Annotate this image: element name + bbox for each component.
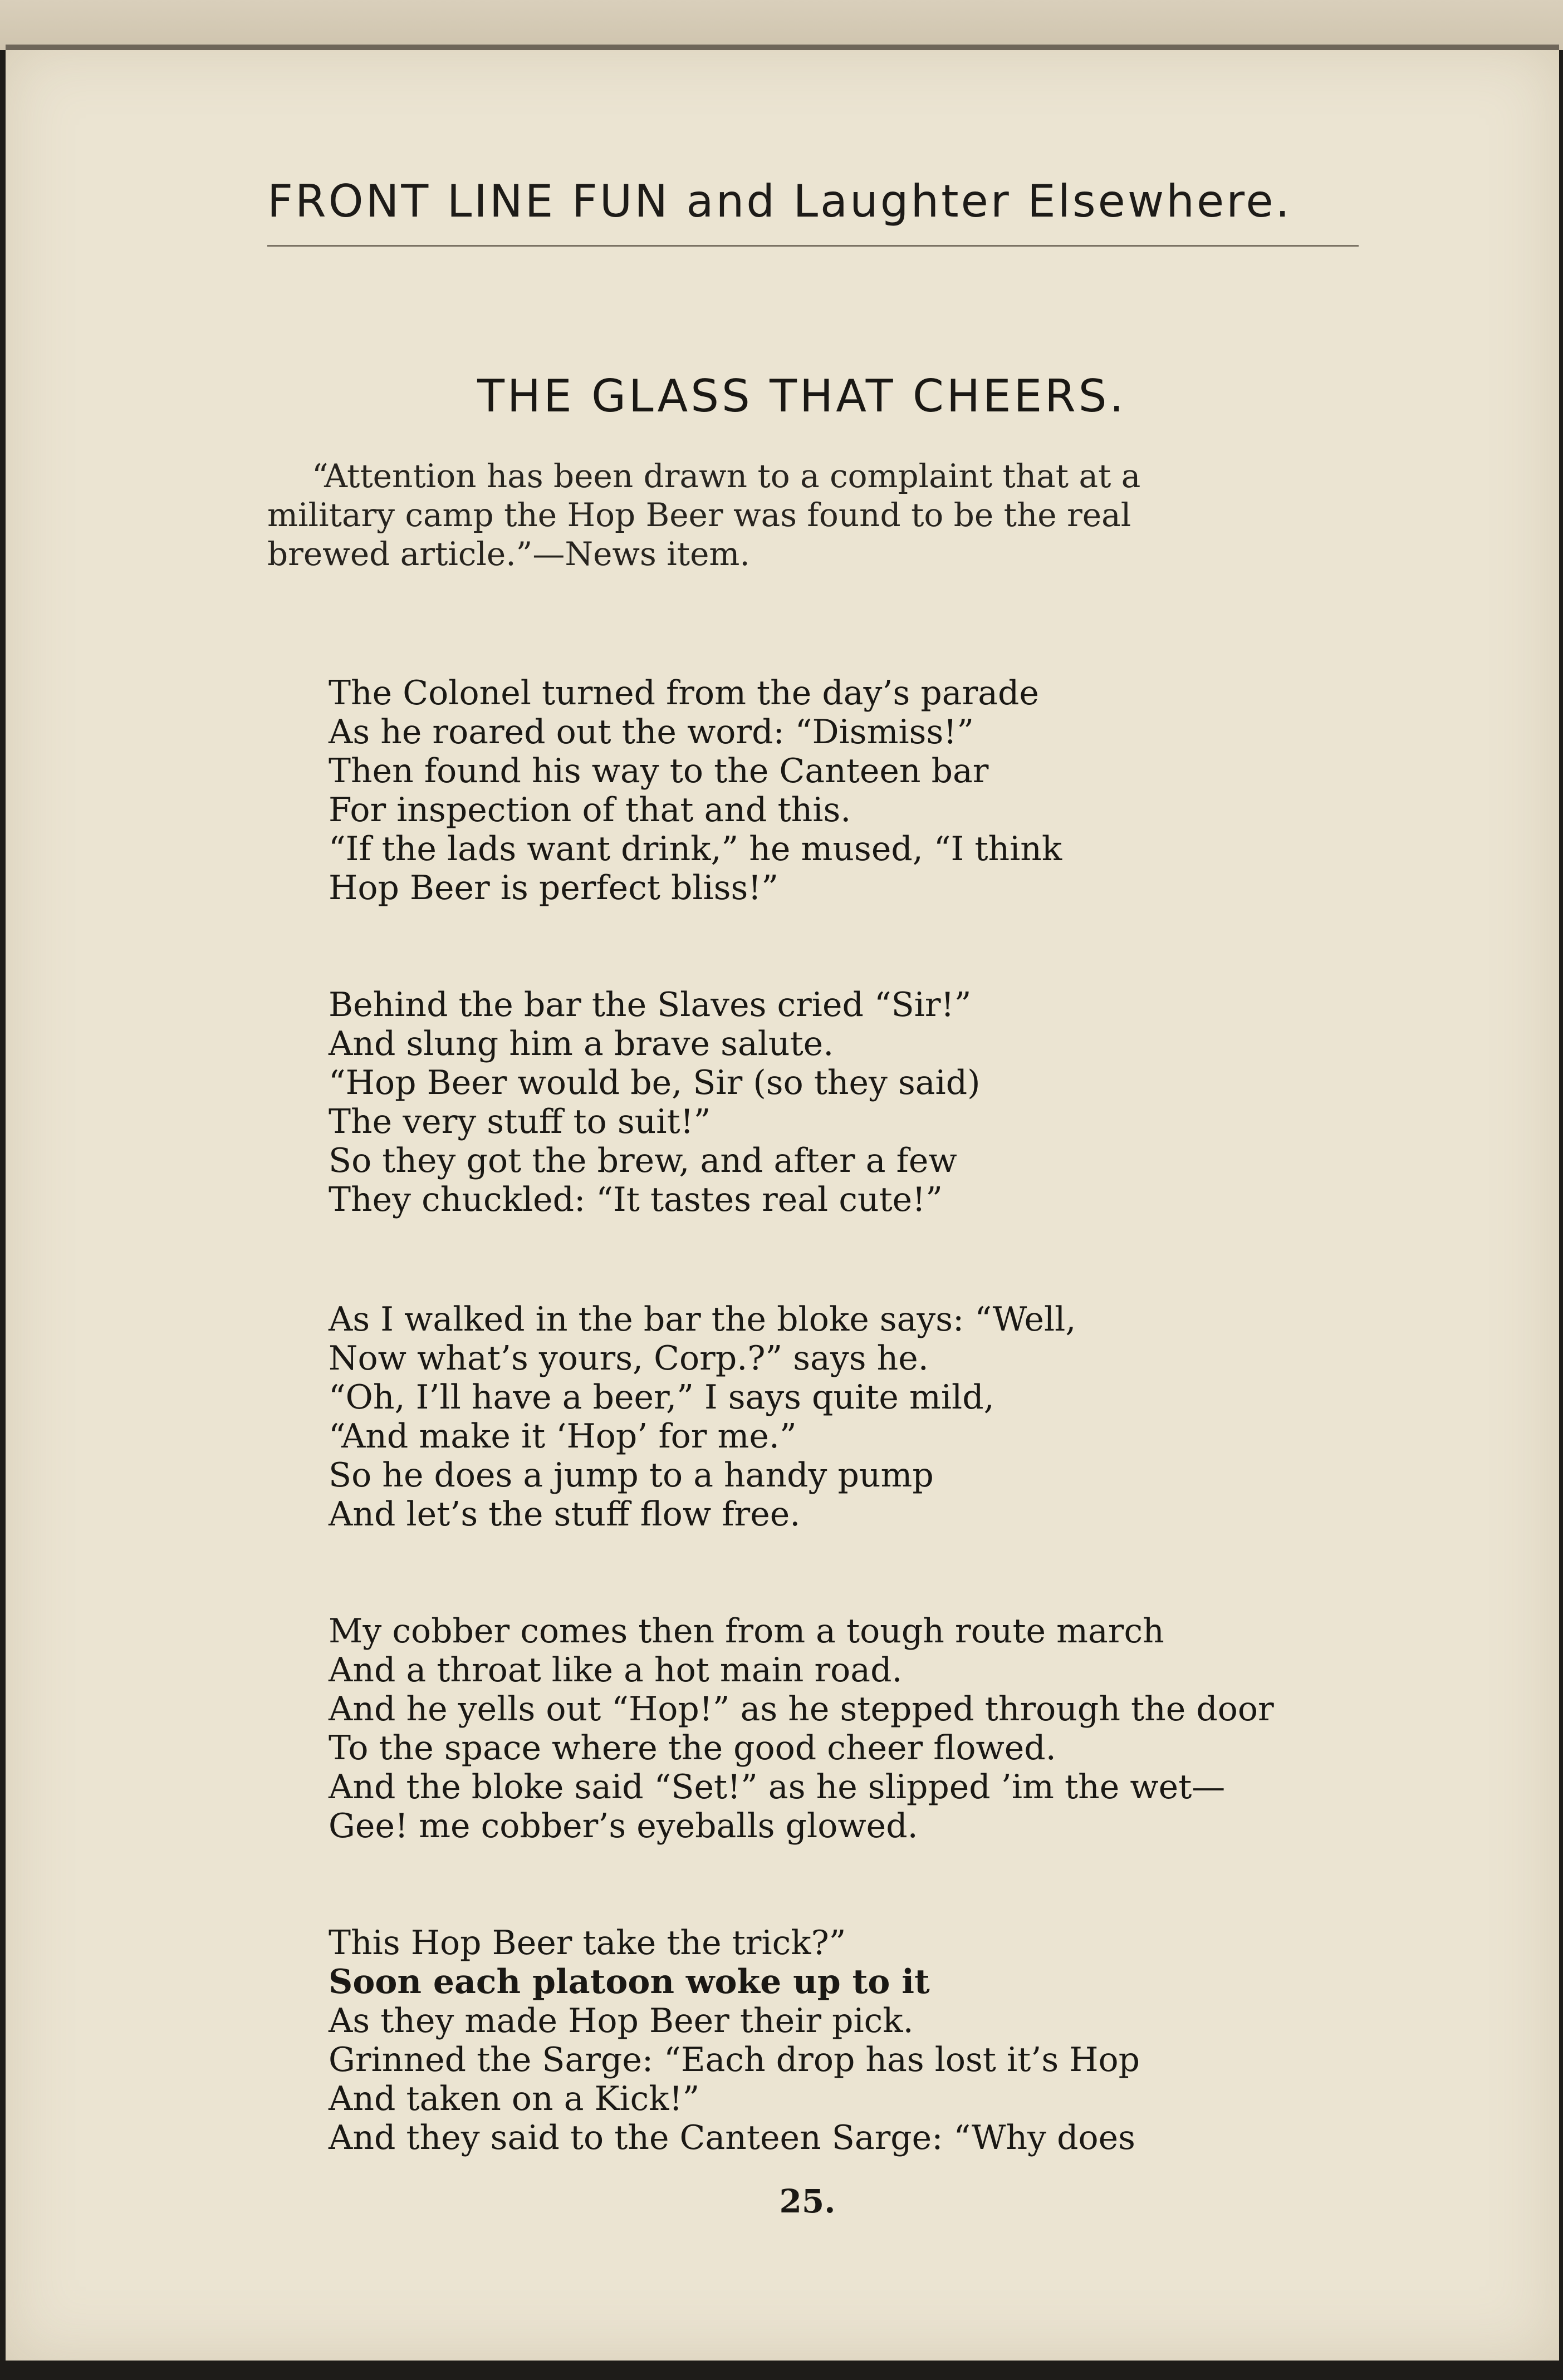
page-top-edge: [6, 45, 1559, 50]
verse-line: As I walked in the bar the bloke says: “Well,: [329, 1300, 1076, 1339]
epigraph: [267, 457, 1386, 573]
header-divider: [267, 245, 1359, 247]
scan-background: [0, 0, 1563, 50]
epigraph-line: military camp the Hop Beer was found to be the real: [267, 496, 1131, 534]
verse-line: For inspection of that and this.: [329, 791, 851, 830]
verse-line: As he roared out the word: “Dismiss!”: [329, 713, 974, 752]
verse-line: This Hop Beer take the trick?”: [329, 1923, 846, 1962]
page-number: 25.: [779, 2182, 836, 2220]
verse-line: Now what’s yours, Corp.?” says he.: [329, 1339, 929, 1378]
stanza-5: [329, 1923, 1414, 2157]
verse-line: Then found his way to the Canteen bar: [329, 752, 989, 791]
verse-line: And let’s the stuff flow free.: [329, 1495, 801, 1534]
verse-line: And taken on a Kick!”: [329, 2079, 700, 2118]
verse-line: To the space where the good cheer flowed.: [329, 1729, 1056, 1768]
stanza-3: [329, 1300, 1414, 1534]
verse-line: Soon each platoon woke up to it: [329, 1962, 930, 2001]
verse-line: And they said to the Canteen Sarge: “Why does: [329, 2118, 1135, 2157]
running-header: FRONT LINE FUN and Laughter Elsewhere.: [267, 175, 1292, 227]
verse-line: And a throat like a hot main road.: [329, 1651, 903, 1690]
verse-line: Hop Beer is perfect bliss!”: [329, 868, 779, 907]
verse-line: “Hop Beer would be, Sir (so they said): [329, 1063, 981, 1102]
verse-line: As they made Hop Beer their pick.: [329, 2001, 914, 2040]
verse-line: “Oh, I’ll have a beer,” I says quite mild,: [329, 1378, 994, 1417]
verse-line: My cobber comes then from a tough route march: [329, 1612, 1164, 1651]
verse-line: Grinned the Sarge: “Each drop has lost it’s Hop: [329, 2040, 1140, 2079]
verse-line: The Colonel turned from the day’s parade: [329, 674, 1039, 713]
verse-line: “If the lads want drink,” he mused, “I think: [329, 830, 1062, 868]
verse-line: So he does a jump to a handy pump: [329, 1456, 934, 1495]
verse-line: Gee! me cobber’s eyeballs glowed.: [329, 1807, 918, 1846]
verse-line: And slung him a brave salute.: [329, 1024, 834, 1063]
verse-line: And the bloke said “Set!” as he slipped ’im the wet—: [329, 1768, 1226, 1807]
verse-line: And he yells out “Hop!” as he stepped through the door: [329, 1690, 1274, 1729]
poem-title: THE GLASS THAT CHEERS.: [477, 370, 1126, 422]
book-page: [6, 45, 1559, 2361]
verse-line: So they got the brew, and after a few: [329, 1141, 957, 1180]
epigraph-line: brewed article.”—News item.: [267, 535, 750, 573]
stanza-1: [329, 674, 1414, 907]
stanza-2: [329, 985, 1414, 1219]
epigraph-line: “Attention has been drawn to a complaint that at a: [312, 457, 1141, 495]
verse-line: The very stuff to suit!”: [329, 1102, 711, 1141]
verse-line: “And make it ‘Hop’ for me.”: [329, 1417, 797, 1456]
verse-line: They chuckled: “It tastes real cute!”: [329, 1180, 943, 1219]
stanza-4: [329, 1612, 1414, 1846]
verse-line: Behind the bar the Slaves cried “Sir!”: [329, 985, 972, 1024]
